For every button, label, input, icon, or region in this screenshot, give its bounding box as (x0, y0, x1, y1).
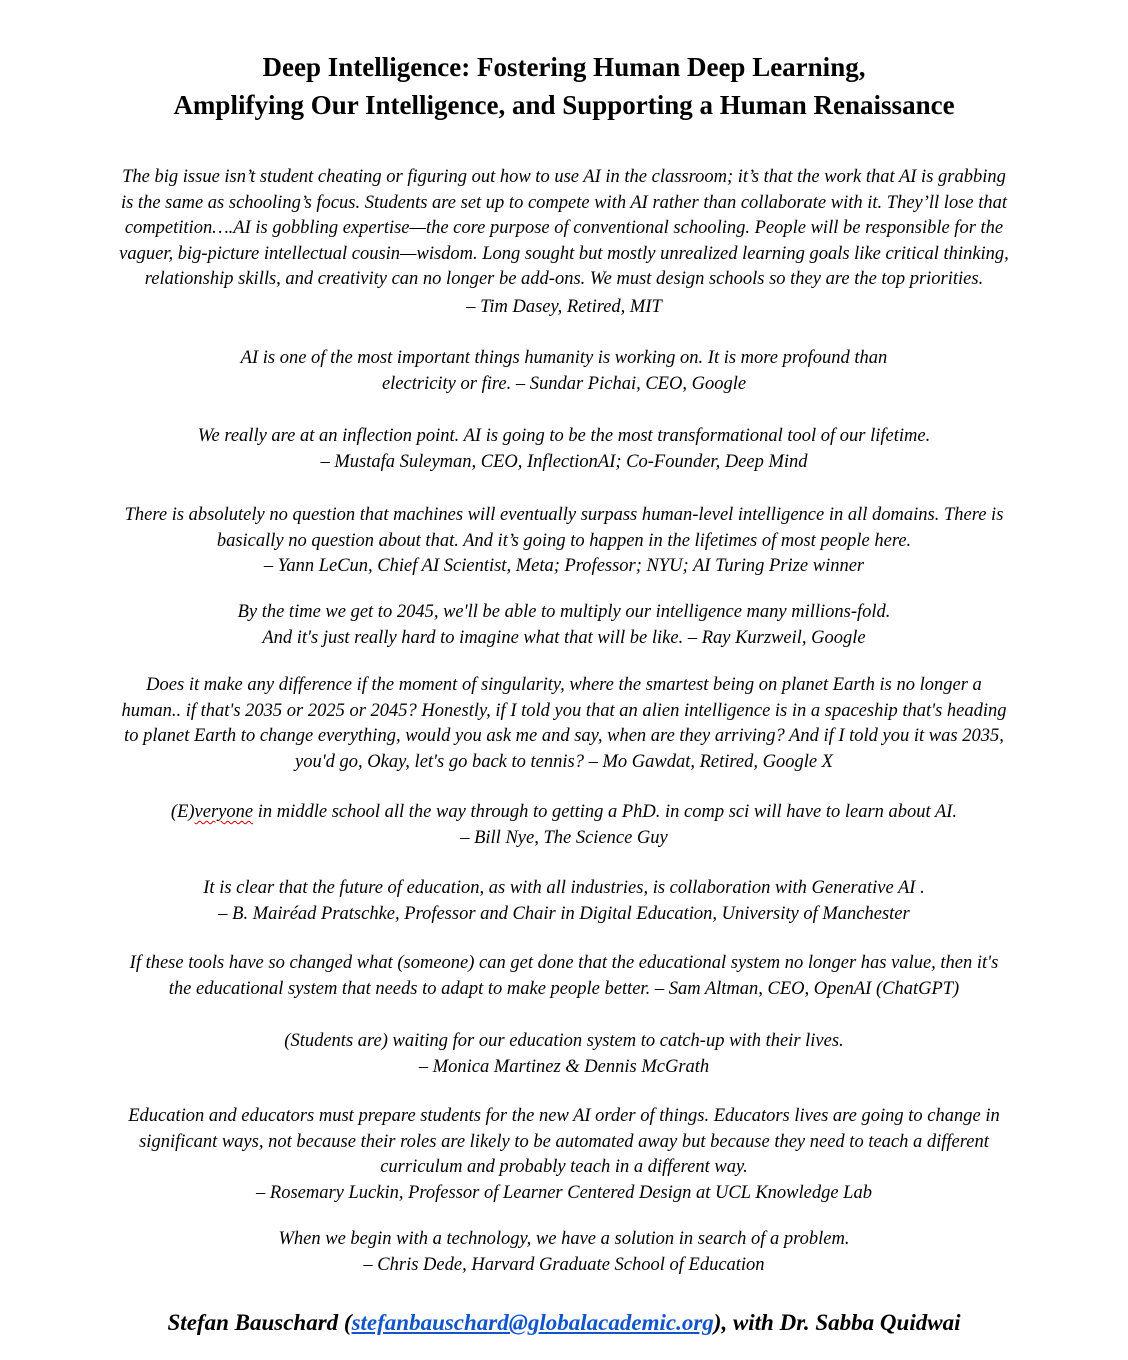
quote-line: to planet Earth to change everything, would you ask me and say, when are they arriving? And if I told you it was 2035, (124, 726, 1004, 746)
quote-chris-dede (60, 1227, 1068, 1278)
quote-mustafa-suleyman (60, 424, 1068, 475)
quote-text-prefix: (E) (170, 802, 195, 822)
quote-line: Education and educators must prepare students for the new AI order of things. Educators lives are going to change in (128, 1106, 1000, 1126)
title-line-2: Amplifying Our Intelligence, and Supporting a Human Renaissance (173, 90, 955, 120)
quote-attribution: – Yann LeCun, Chief AI Scientist, Meta; Professor; NYU; AI Turing Prize winner (263, 556, 865, 576)
document-title (40, 48, 1088, 124)
quote-attribution: – Monica Martinez & Dennis McGrath (418, 1056, 710, 1077)
quote-line: The big issue isn’t student cheating or figuring out how to use AI in the classroom; it’s that the work that AI is grabbing (122, 167, 1006, 187)
quote-line: electricity or fire. – Sundar Pichai, CEO, Google (381, 373, 747, 394)
quote-martinez-mcgrath (60, 1029, 1068, 1080)
quote-line: If these tools have so changed what (someone) can get done that the educational system no longer has value, then it's (129, 953, 999, 973)
quote-sam-altman (60, 951, 1068, 1002)
quote-mo-gawdat (60, 673, 1068, 775)
quote-attribution: – Tim Dasey, Retired, MIT (466, 296, 662, 317)
quote-mairead-pratschke (60, 876, 1068, 927)
title-line-1: Deep Intelligence: Fostering Human Deep Learning, (262, 52, 866, 82)
quote-ray-kurzweil (60, 600, 1068, 651)
quote-line: We really are at an inflection point. AI is going to be the most transformational tool of our lifetime. (197, 426, 931, 446)
quote-line: human.. if that's 2035 or 2025 or 2045? Honestly, if I told you that an alien intelligence is in a spaceship that's heading (121, 700, 1007, 721)
quote-attribution: – Mustafa Suleyman, CEO, InflectionAI; Co-Founder, Deep Mind (320, 451, 808, 472)
quote-attribution: – Bill Nye, The Science Guy (460, 827, 668, 848)
quote-line: By the time we get to 2045, we'll be able to multiply our intelligence many millions-fold. (237, 602, 891, 622)
quote-tim-dasey (60, 165, 1068, 320)
quote-line: Does it make any difference if the moment of singularity, where the smartest being on planet Earth is no longer a (146, 675, 982, 695)
quote-line: It is clear that the future of education, as with all industries, is collaboration with Generative AI . (203, 878, 925, 898)
quote-line: When we begin with a technology, we have a solution in search of a problem. (278, 1229, 850, 1249)
quote-text-rest: in middle school all the way through to getting a PhD. in comp sci will have to learn about AI. (253, 802, 958, 822)
quote-line: AI is one of the most important things humanity is working on. It is more profound than (240, 348, 888, 368)
quote-line (60, 800, 1068, 826)
byline-suffix: ), with Dr. Sabba Quidwai (713, 1310, 961, 1335)
quote-line: basically no question about that. And it’s going to happen in the lifetimes of most people here. (216, 530, 912, 551)
quote-line: (Students are) waiting for our education system to catch-up with their lives. (284, 1031, 844, 1051)
spellcheck-flagged-word[interactable]: veryone (194, 802, 254, 822)
quote-attribution: – B. Mairéad Pratschke, Professor and Chair in Digital Education, University of Manchester (218, 903, 910, 924)
quote-line: There is absolutely no question that machines will eventually surpass human-level intelligence in all domains. There is (124, 505, 1004, 525)
quote-line: is the same as schooling’s focus. Students are set up to compete with AI rather than collaborate with it. They’ll lose that (120, 192, 1008, 213)
quote-line: And it's just really hard to imagine what that will be like. – Ray Kurzweil, Google (262, 627, 866, 648)
quote-line: competition….AI is gobbling expertise—the core purpose of conventional schooling. People will be responsible for the (124, 218, 1004, 238)
quote-line: significant ways, not because their roles are likely to be automated away but because they need to teach a different (139, 1131, 989, 1152)
quote-line: relationship skills, and creativity can no longer be add-ons. We must design schools so they are the top priorities. (144, 269, 984, 289)
quote-attribution: – Chris Dede, Harvard Graduate School of Education (363, 1254, 765, 1275)
quote-bill-nye (60, 800, 1068, 851)
quote-line: vaguer, big-picture intellectual cousin—wisdom. Long sought but mostly unrealized learning goals like critical thinking, (119, 243, 1009, 264)
byline-prefix: Stefan Bauschard ( (167, 1310, 352, 1335)
quote-line: curriculum and probably teach in a different way. (380, 1157, 748, 1177)
quote-sundar-pichai (60, 346, 1068, 397)
quote-yann-lecun (60, 503, 1068, 580)
quote-line: you'd go, Okay, let's go back to tennis? – Mo Gawdat, Retired, Google X (295, 751, 833, 772)
author-email-link[interactable]: stefanbauschard@globalacademic.org (351, 1310, 714, 1335)
author-byline (40, 1308, 1088, 1338)
quote-rosemary-luckin (60, 1104, 1068, 1206)
quote-attribution: – Rosemary Luckin, Professor of Learner Centered Design at UCL Knowledge Lab (256, 1182, 872, 1203)
quote-line: the educational system that needs to adapt to make people better. – Sam Altman, CEO, OpenAI (ChatGPT) (168, 978, 960, 999)
